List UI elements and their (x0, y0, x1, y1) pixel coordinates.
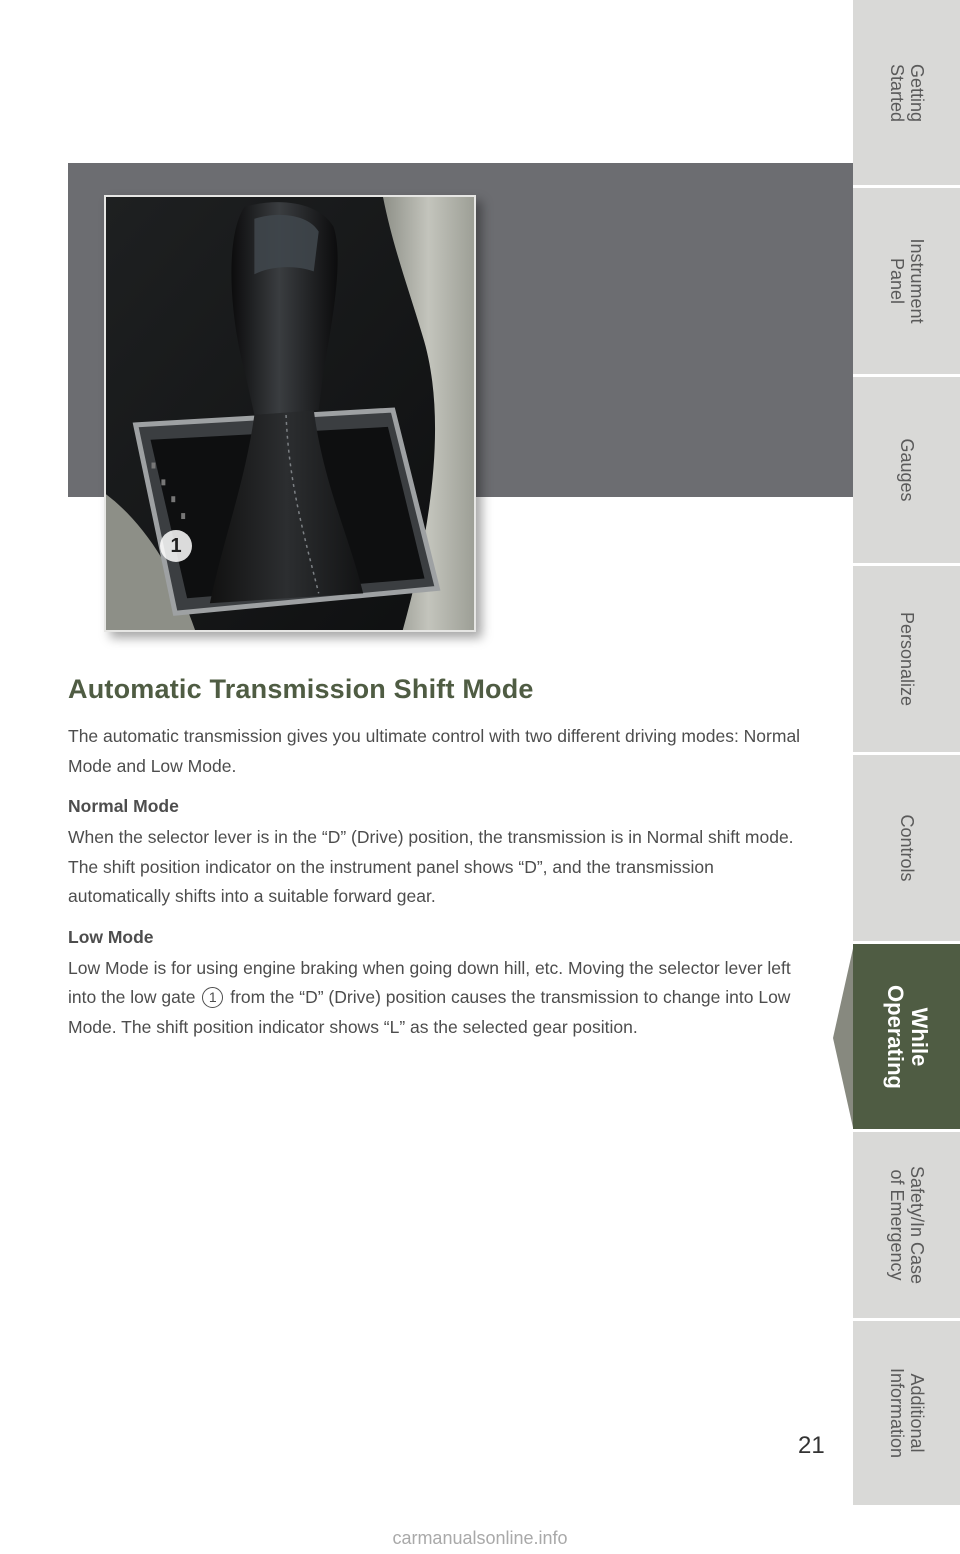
active-tab-pointer (833, 944, 854, 1132)
section-title: Automatic Transmission Shift Mode (68, 674, 534, 704)
normal-mode-paragraph: When the selector lever is in the “D” (Drive) position, the transmission is in Normal shift mode. The shift position indicator on the instrument panel shows “D”, and the transmission automatically shifts into a suitable forward gear. (68, 827, 794, 906)
low-mode-heading: Low Mode (68, 926, 154, 947)
gear-shifter-photo (104, 195, 476, 632)
tab-instrument-panel[interactable] (853, 188, 960, 377)
tab-additional-information[interactable] (853, 1321, 960, 1508)
tab-label: Gauges (896, 438, 917, 502)
normal-mode-heading: Normal Mode (68, 796, 179, 816)
low-gate-callout: 1 (160, 530, 192, 562)
watermark: carmanualsonline.info (392, 1528, 568, 1548)
chapter-tabs (853, 0, 960, 1508)
tab-label: While Operating (882, 984, 932, 1089)
page-number: 21 (798, 1432, 825, 1459)
gear-shifter-illustration (106, 197, 474, 630)
tab-label: Additional Information (886, 1367, 927, 1459)
tab-label: Getting Started (886, 63, 927, 122)
low-mode-paragraph (68, 954, 808, 1043)
low-mode-text-after: from the “D” (Drive) position causes the transmission to change into Low Mode. The shift position indicator shows “L” as the selected gear position. (68, 987, 791, 1037)
tab-gauges[interactable] (853, 377, 960, 566)
tab-personalize[interactable] (853, 566, 960, 755)
tab-while-operating[interactable] (853, 944, 960, 1132)
section-body (68, 722, 808, 1053)
tab-label: Instrument Panel (886, 238, 927, 324)
tab-getting-started[interactable] (853, 0, 960, 188)
tab-label: Controls (896, 814, 917, 882)
low-mode-text-before: Low Mode is for using engine braking when going down hill, etc. Moving the selector lever left into the low gate (68, 957, 791, 1007)
intro-paragraph: The automatic transmission gives you ultimate control with two different driving modes: Normal Mode and Low Mode. (68, 726, 801, 776)
tab-label: Safety/In Case of Emergency (886, 1165, 927, 1285)
low-gate-callout-inline: 1 (202, 987, 223, 1008)
tab-label: Personalize (896, 611, 917, 707)
tab-controls[interactable] (853, 755, 960, 944)
tab-safety-emergency[interactable] (853, 1132, 960, 1321)
